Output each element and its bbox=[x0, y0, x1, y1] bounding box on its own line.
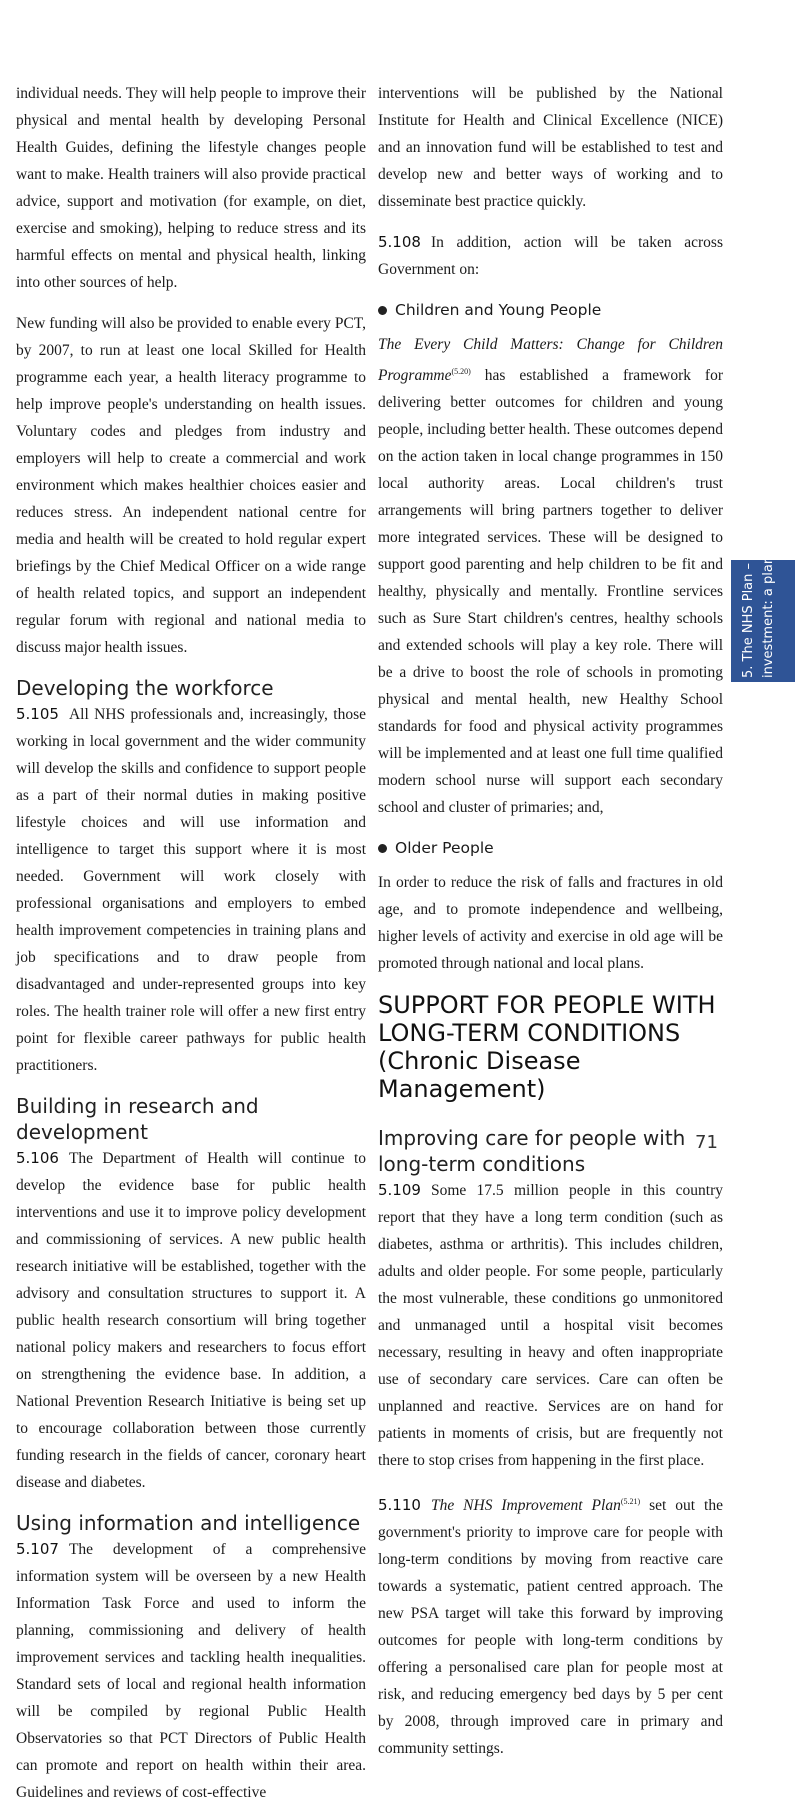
subheading-text: Children and Young People bbox=[395, 301, 602, 319]
paragraph: interventions will be published by the National Institute for Health and Clinical Excellence (NICE) and an innovation fund will be established to test and develop new and better ways of working and to disseminate best practice quickly. bbox=[378, 85, 723, 210]
section-heading-support: SUPPORT FOR PEOPLE WITH LONG-TERM CONDITIONS (Chronic Disease Management) bbox=[378, 991, 716, 1104]
programme-title: The Every Child Matters: Change for Children Programme bbox=[378, 336, 723, 385]
paragraph: individual needs. They will help people to improve their physical and mental health by developing Personal Health Guides, defining the lifestyle changes people want to make. Health trainers will also provide practical advice, support and motivation (for example, on diet, exercise and smoking), helping to reduce stress and its harmful effects on mental and physical health, linking into other sources of help. bbox=[16, 85, 366, 291]
paragraph: New funding will also be provided to enable every PCT, by 2007, to run at least one local Skilled for Health programme each year, a health literacy programme to help improve people's understanding on health issues. Voluntary codes and pledges from industry and employers will help to create a commercial and work environment which makes healthier choices easier and reduces stress. An independent national centre for media and health will be created to hold regular expert briefings by the Chief Medical Officer on a wide range of health related topics, and support an independent regular forum with regional and national media to discuss major health issues. bbox=[16, 315, 366, 656]
paragraph-text: The development of a comprehensive information system will be overseen by a new Health Information Task Force and used to inform the planning, commissioning and delivery of health improvement services and tackling health inequalities. Standard sets of local and regional health information will be compiled by regional Public Health Observatories so that PCT Directors of Public Health can promote and report on health within their area. Guidelines and reviews of cost-effective bbox=[16, 1541, 366, 1801]
paragraph-text: The Department of Health will continue to develop the evidence base for public health interventions and use it to improve policy development and commissioning of services. A new public health research initiative will be established, together with the advisory and consultation structures to support it. A public health research consortium will bring together national policy makers and researchers to focus effort on strengthening the evidence base. In addition, a National Prevention Research Initiative is being set up to encourage collaboration between those currently funding research in the fields of cancer, coronary heart disease and diabetes. bbox=[16, 1150, 366, 1491]
paragraph-text: has established a framework for delivering better outcomes for children and young people, including better health. These outcomes depend on the action taken in local change programmes in 150 local authority areas. Local children's trust arrangements will bring partners together to deliver more integrated services. These will be designed to support good parenting and help children to be fit and healthy, physically and mentally. Frontline services such as Sure Start children's centres, healthy schools and extended schools will play a key role. There will be a drive to boost the role of schools in promoting physical and mental health, new Healthy School standards for food and physical activity programmes will be implemented and at least one full time qualified modern school nurse will support each secondary school and cluster of primaries; and, bbox=[378, 367, 723, 817]
bullet-icon bbox=[378, 844, 387, 853]
paragraph-5-107 bbox=[16, 1536, 366, 1806]
left-column bbox=[16, 80, 366, 1820]
paragraph-children bbox=[378, 331, 723, 821]
paragraph-text: All NHS professionals and, increasingly, those working in local government and the wider community will develop the skills and confidence to support people as a part of their normal duties in making positive lifestyle choices and will use information and intelligence to target this support where it is most needed. Government will work closely with professional organisations and employers to embed health improvement competencies in training plans and job specifications and to draw people from disadvantaged and under-represented groups into key roles. The health trainer role will offer a new first entry point for flexible career pathways for public health practitioners. bbox=[16, 706, 366, 1074]
paragraph-text: set out the government's priority to improve care for people with long-term conditions by moving from reactive care towards a systematic, patient centred approach. The new PSA target will take this forward by improving outcomes for people with long-term conditions by offering a personalised care plan for people most at risk, and reducing emergency bed days by 5 per cent by 2008, through improved care in primary and community settings. bbox=[378, 1497, 723, 1758]
paragraph-text: Some 17.5 million people in this country report that they have a long term condition (such as diabetes, asthma or arthritis). This includes children, adults and older people. For some people, particularly the most vulnerable, these conditions go unmonitored and unmanaged until a hospital visit becomes necessary, resulting in heavy and often inappropriate use of secondary care services. Care can often be unplanned and reactive. Services are on hand for patients in moments of crisis, but are frequently not there to stop crises from happening in the first place. bbox=[378, 1182, 723, 1470]
section-heading-information: Using information and intelligence bbox=[16, 1511, 361, 1535]
side-tab-line-1: 5. The NHS Plan – a plan for bbox=[741, 496, 756, 678]
paragraph-5-105 bbox=[16, 701, 366, 1079]
paragraph-5-108 bbox=[378, 229, 723, 283]
plan-title: The NHS Improvement Plan bbox=[430, 1497, 621, 1515]
footnote-ref: (5.21) bbox=[620, 1497, 641, 1507]
right-column bbox=[378, 80, 723, 1776]
subheading-older bbox=[378, 835, 723, 861]
paragraph-5-109 bbox=[378, 1177, 723, 1474]
paragraph-older: In order to reduce the risk of falls and fractures in old age, and to promote independence and wellbeing, higher levels of activity and exercise in old age will be promoted through national and local plans. bbox=[378, 874, 723, 973]
section-heading-improving: Improving care for people with long-term conditions bbox=[378, 1126, 686, 1177]
page-number: 71 bbox=[695, 1132, 718, 1153]
bullet-icon bbox=[378, 306, 387, 315]
paragraph-5-110 bbox=[378, 1488, 723, 1762]
paragraph-5-106 bbox=[16, 1145, 366, 1496]
chapter-side-tab bbox=[731, 486, 795, 682]
side-tab-line-2: investment: a plan for reform bbox=[761, 486, 776, 678]
paragraph-number: 5.106 bbox=[16, 1149, 59, 1167]
paragraph-number: 5.109 bbox=[378, 1181, 421, 1200]
paragraph-number: 5.107 bbox=[16, 1540, 59, 1558]
footnote-ref: (5.20) bbox=[451, 367, 471, 376]
section-heading-workforce: Developing the workforce bbox=[16, 676, 274, 700]
paragraph-text: In addition, action will be taken across Government on: bbox=[378, 234, 723, 278]
paragraph-number: 5.110 bbox=[378, 1496, 421, 1515]
subheading-children bbox=[378, 297, 723, 323]
section-heading-research: Building in research and development bbox=[16, 1094, 259, 1144]
subheading-text: Older People bbox=[395, 839, 494, 858]
paragraph-number: 5.108 bbox=[378, 233, 421, 251]
paragraph-number: 5.105 bbox=[16, 705, 59, 723]
